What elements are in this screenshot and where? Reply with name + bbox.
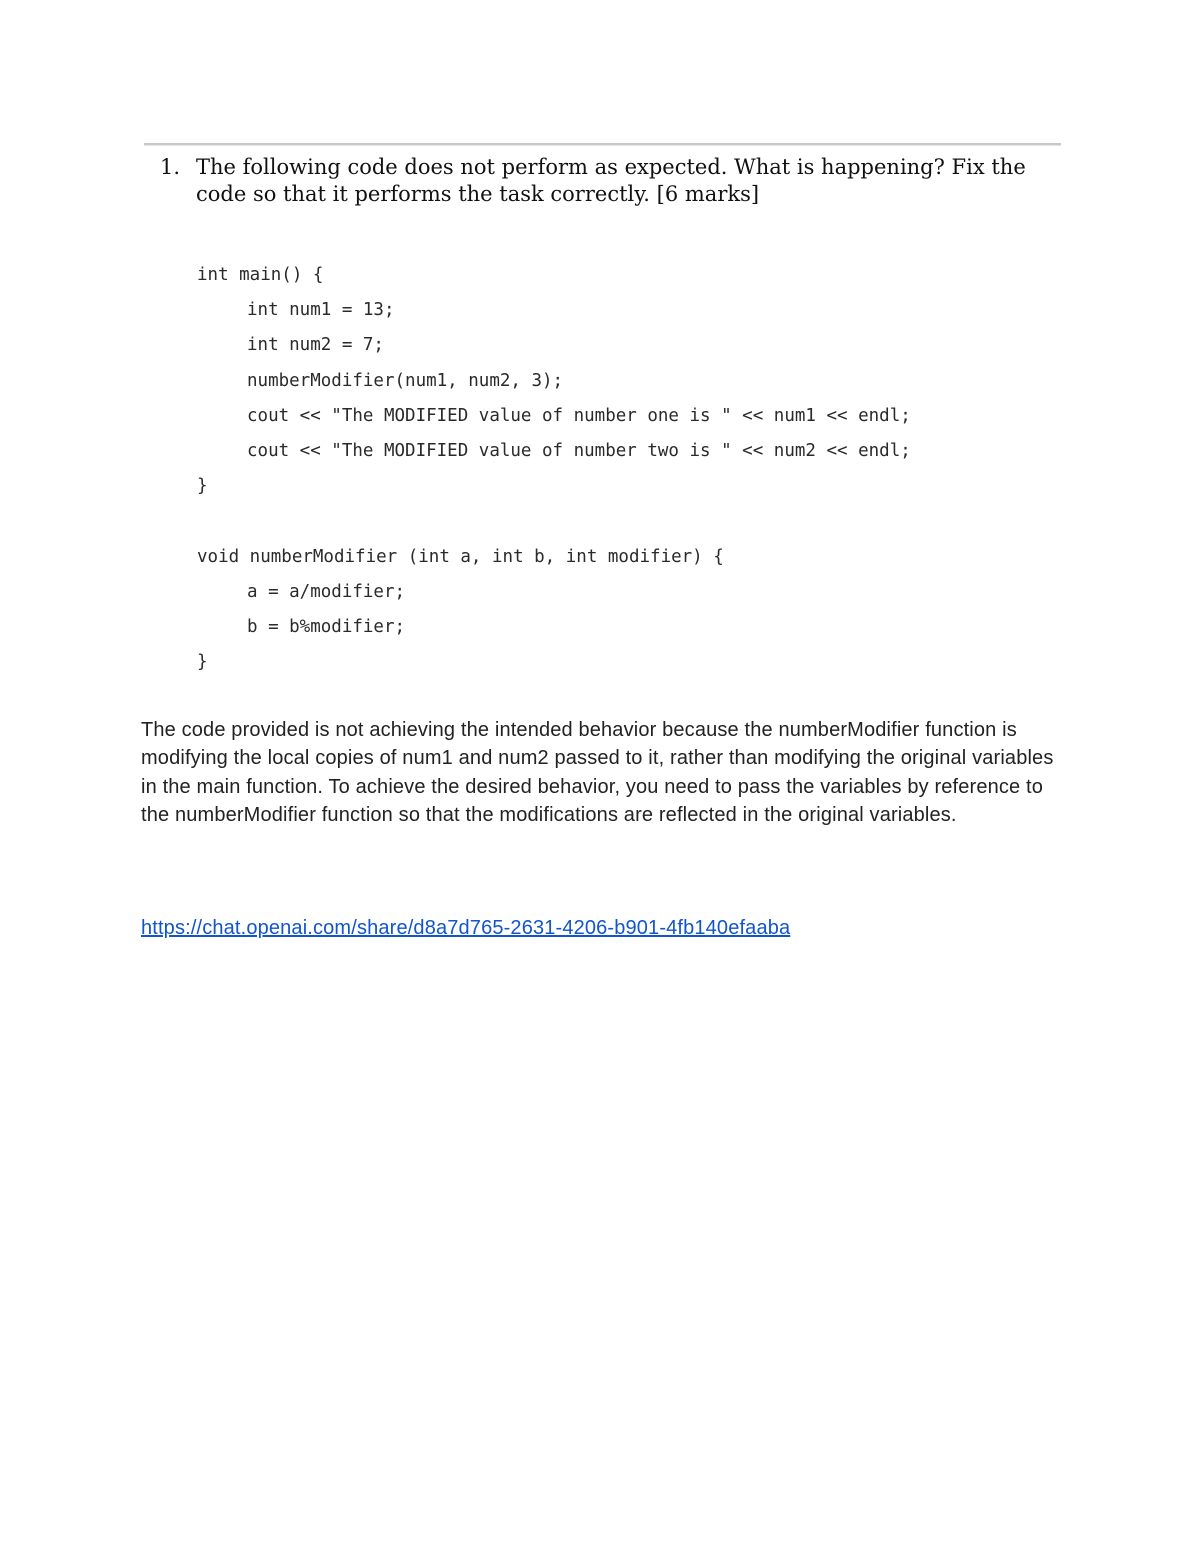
code-line: } (197, 476, 208, 497)
code-line: cout << "The MODIFIED value of number two is " << num2 << endl; (247, 440, 911, 461)
code-line: void numberModifier (int a, int b, int modifier) { (197, 546, 724, 567)
question-number: 1. (160, 155, 181, 179)
code-line-blank (197, 504, 911, 539)
code-line: int num2 = 7; (247, 335, 384, 356)
question-text: The following code does not perform as expected. What is happening? Fix the code so that it performs the task correctly. [6 marks] (196, 155, 1026, 206)
code-line: int num1 = 13; (247, 300, 395, 321)
question-1 (160, 154, 1040, 208)
answer-paragraph: The code provided is not achieving the intended behavior because the numberModifier function is modifying the local copies of num1 and num2 passed to it, rather than modifying the original variables in the main function. To achieve the desired behavior, you need to pass the variables by reference to the numberModifier function so that the modifications are reflected in the original variables. (141, 719, 1054, 827)
code-line: a = a/modifier; (247, 581, 406, 602)
share-link[interactable]: https://chat.openai.com/share/d8a7d765-2631-4206-b901-4fb140efaaba (141, 917, 791, 939)
code-line: int main() { (197, 265, 324, 285)
code-line: } (197, 652, 208, 673)
code-line: cout << "The MODIFIED value of number one is " << num1 << endl; (247, 405, 911, 426)
code-line: numberModifier(num1, num2, 3); (247, 370, 564, 391)
horizontal-rule (144, 143, 1061, 146)
code-block (197, 258, 911, 680)
code-line: b = b%modifier; (247, 616, 406, 637)
